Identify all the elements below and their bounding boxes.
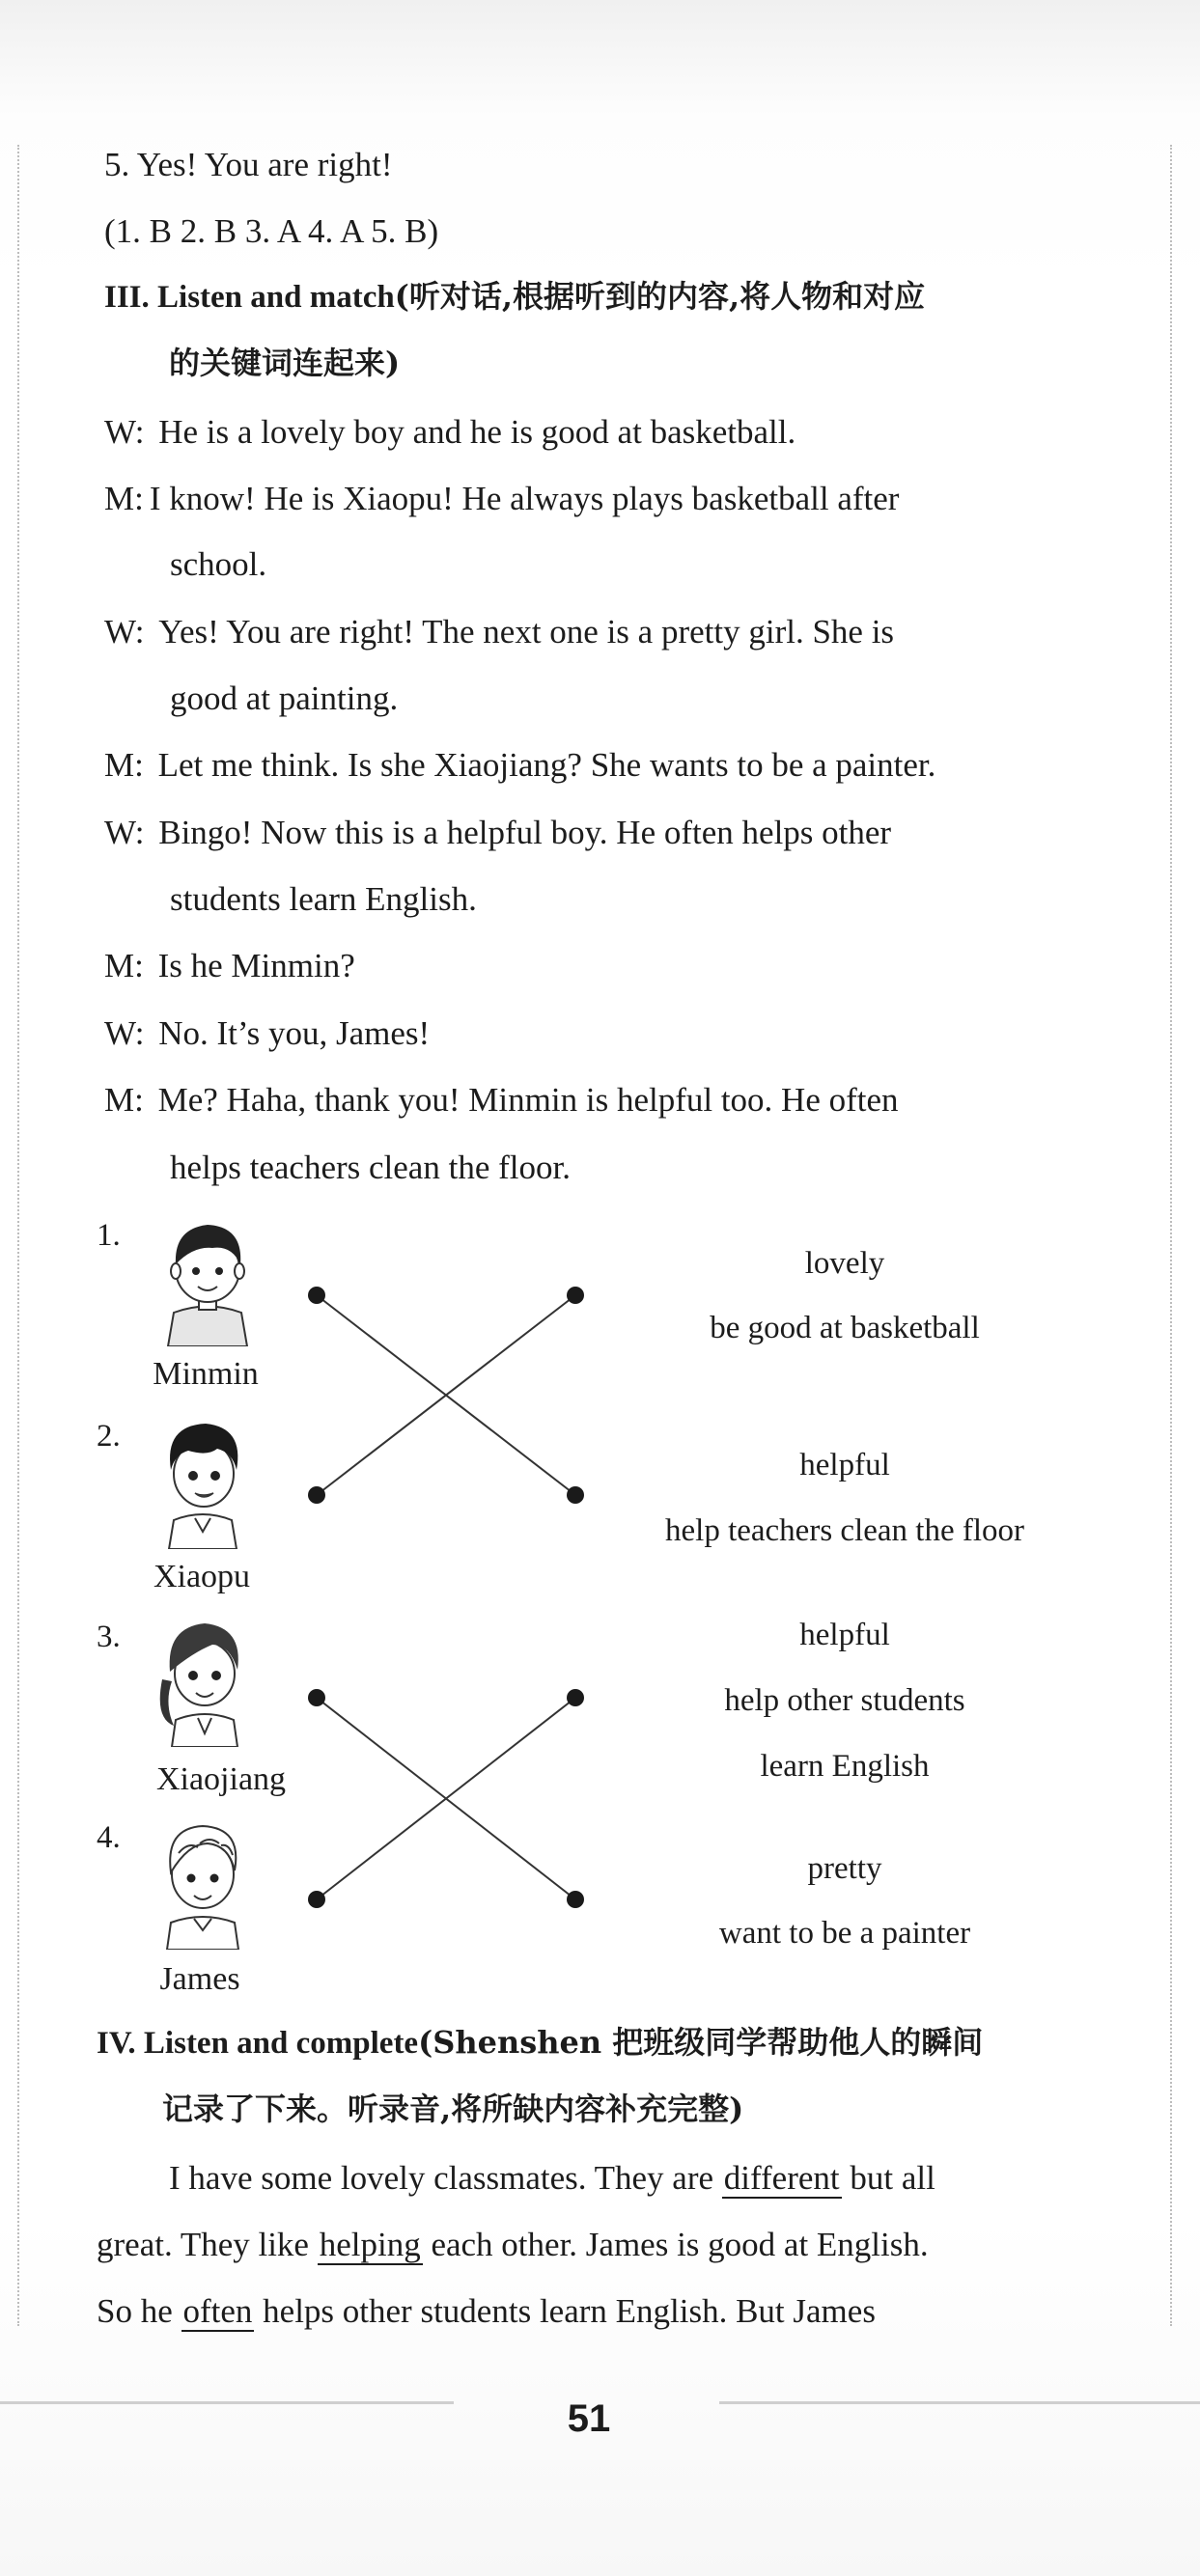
- keyword-text: lovely: [804, 1246, 885, 1281]
- speaker-label: W:: [104, 814, 145, 851]
- match-dot[interactable]: [308, 1287, 325, 1304]
- section-4-heading: [97, 2024, 984, 2061]
- match-dot[interactable]: [308, 1486, 325, 1504]
- match-dot[interactable]: [567, 1486, 584, 1504]
- speaker-label: M:: [104, 746, 144, 784]
- dialogue-text: Bingo! Now this is a helpful boy. He often helps other: [158, 814, 892, 851]
- passage-line: [169, 2161, 935, 2195]
- dialogue-text: Me? Haha, thank you! Minmin is helpful too. He often: [157, 1081, 899, 1119]
- person-name: Xiaopu: [153, 1559, 251, 1594]
- section-3-title-cn-1: (听对话,根据听到的内容,将人物和对应: [394, 278, 926, 315]
- passage-text: great. They like: [97, 2226, 309, 2263]
- section-4-title-cn-2: 记录了下来。听录音,将所缺内容补充完整): [162, 2091, 744, 2127]
- page-number: 51: [567, 2397, 611, 2440]
- answer-key: (1. B 2. B 3. A 4. A 5. B): [104, 212, 439, 250]
- section-4-title-en: IV. Listen and complete: [97, 2026, 419, 2061]
- keyword-text: helpful: [799, 1618, 890, 1652]
- dialogue-text: Let me think. Is she Xiaojiang? She wants to be a painter.: [157, 746, 936, 784]
- section-4-heading-line2: [162, 2093, 743, 2126]
- speaker-label: M:: [104, 480, 144, 517]
- passage-text: So he: [97, 2292, 173, 2330]
- dialogue-text: Is he Minmin?: [157, 947, 355, 984]
- passage-text: but all: [850, 2159, 935, 2197]
- dialogue-continuation: good at painting.: [170, 679, 399, 717]
- dialogue-text: He is a lovely boy and he is good at basketball.: [158, 413, 796, 451]
- match-dot[interactable]: [567, 1287, 584, 1304]
- speaker-label: M:: [104, 947, 144, 984]
- dialogue-text: No. It’s you, James!: [158, 1014, 431, 1052]
- section-3-title-cn-2: 的关键词连起来): [169, 345, 401, 381]
- section-3-title-en: III. Listen and match: [104, 280, 395, 315]
- filled-blank[interactable]: different: [723, 2159, 840, 2197]
- keyword-text: learn English: [760, 1749, 930, 1784]
- item-number: 1.: [97, 1218, 121, 1253]
- dialogue-text: Yes! You are right! The next one is a pretty girl. She is: [158, 613, 895, 651]
- person-name: Minmin: [153, 1356, 259, 1392]
- keyword-text: pretty: [807, 1851, 882, 1886]
- filled-blank[interactable]: helping: [319, 2226, 421, 2263]
- keyword-text: want to be a painter: [718, 1916, 971, 1951]
- item-number: 2.: [97, 1419, 121, 1454]
- speaker-label: W:: [104, 413, 145, 451]
- match-dot[interactable]: [308, 1689, 325, 1706]
- match-dot[interactable]: [308, 1891, 325, 1908]
- section-4-title-cn-1: (Shenshen 把班级同学帮助他人的瞬间: [418, 2024, 984, 2061]
- dialogue-text: I know! He is Xiaopu! He always plays basketball after: [149, 480, 900, 517]
- dialogue-continuation: school.: [170, 545, 267, 583]
- keyword-text: help teachers clean the floor: [665, 1513, 1024, 1548]
- passage-line: [97, 2294, 876, 2328]
- item-number: 3.: [97, 1620, 121, 1654]
- filled-blank[interactable]: often: [182, 2292, 253, 2330]
- item-number: 4.: [97, 1820, 121, 1855]
- keyword-text: be good at basketball: [710, 1311, 980, 1345]
- speaker-label: W:: [104, 1014, 145, 1052]
- keyword-text: helpful: [799, 1448, 890, 1482]
- dialogue-continuation: helps teachers clean the floor.: [170, 1149, 571, 1186]
- person-name: James: [159, 1961, 240, 1997]
- passage-text: helps other students learn English. But James: [263, 2292, 876, 2330]
- match-dot[interactable]: [567, 1891, 584, 1908]
- person-name: Xiaojiang: [155, 1761, 287, 1797]
- speaker-label: M:: [104, 1081, 144, 1119]
- match-dot[interactable]: [567, 1689, 584, 1706]
- passage-text: I have some lovely classmates. They are: [169, 2159, 714, 2197]
- speaker-label: W:: [104, 613, 145, 651]
- passage-line: [97, 2228, 929, 2261]
- dialogue-continuation: students learn English.: [170, 880, 477, 918]
- passage-text: each other. James is good at English.: [431, 2226, 929, 2263]
- keyword-text: help other students: [724, 1683, 965, 1718]
- answer-line: 5. Yes! You are right!: [104, 146, 393, 183]
